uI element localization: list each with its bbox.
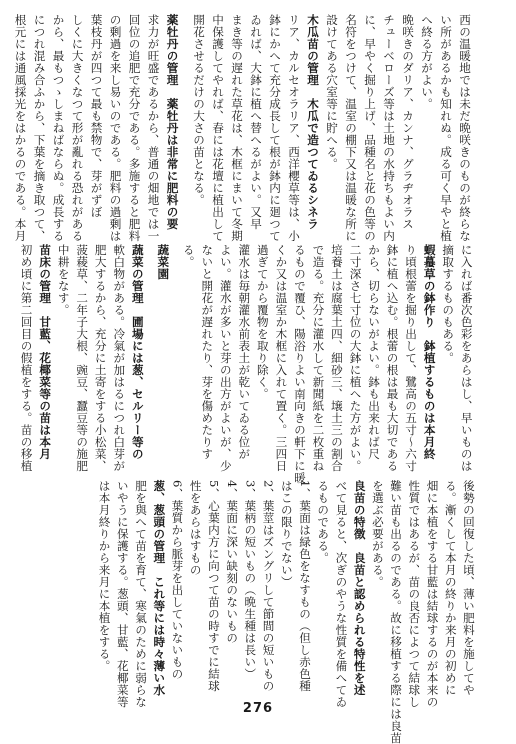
text-column: は本月終りから来月に本植をする。	[97, 480, 112, 672]
page-number: 276	[242, 701, 274, 716]
text-column: いやうに保護する。葱頭、甘藍、花椰菜等	[115, 480, 130, 708]
text-column: しくに大きくなつて形が亂れる恐れがある	[70, 14, 85, 242]
text-column: 鉢に植へ込む。根蕾の根は最も大切である	[385, 244, 400, 472]
text-column: につれ混み合ふから、下葉を摘き取つて、	[32, 14, 47, 242]
text-column: 2、葉莖はズングリして節間の短いもの	[261, 480, 276, 692]
text-column: るものである。	[316, 480, 331, 564]
section-heading-column: 木瓜苗の管理 木瓜で造つてゐるシネラ	[306, 14, 320, 230]
text-column: るもので覆ひ、陽浴りよい南向きの軒下に暖	[292, 244, 307, 484]
text-column: 初め頃に第二回目の假植をする。苗の移植	[19, 244, 34, 472]
text-column: 1、葉面は緑色をなすもの（但し赤色種	[298, 480, 312, 692]
text-column: 軟白物がある。冷氣が加はるにつれ白芽が	[112, 244, 127, 472]
text-column: 摘取するものもある。	[441, 244, 456, 364]
text-column: リア、カルセオラリア、西洋櫻草等は、小	[287, 14, 301, 242]
text-column: 開花させるだけの大さの苗となる。	[192, 14, 206, 206]
text-column: くか又は温室か木框に入れて置く。三四日	[274, 244, 289, 472]
section-heading-column: 良苗の特徴 良苗と認められる特性を述	[352, 480, 367, 696]
text-column: 難い苗も出るのである。故に移植する際には良苗	[389, 480, 404, 744]
text-column: 性をあらはすもの	[188, 480, 203, 576]
text-column: まき等の遅れた草花は、木框にまいて冬期	[230, 14, 244, 242]
text-column: へ終る方がよい。	[420, 14, 434, 110]
text-column: の剰過を来し易いのである。肥料の過剰は	[108, 14, 123, 242]
text-column: 鉢にかへて充分成長して根が鉢内に廻つて	[268, 14, 282, 242]
text-column: はこの限りでない）	[279, 480, 294, 588]
section-heading-column: 蔬菜園	[156, 244, 171, 280]
section-heading-column: 蝦蟇草の鉢作り 鉢植するものは本月終	[422, 244, 437, 460]
text-column: 畑に本植をする甘藍は結球するのが本来の	[425, 480, 440, 708]
text-column: 晩咲きのダリア、カンナ、グラヂオラス	[401, 14, 415, 230]
text-column: 中保護してやれば、春には花壇に植出して	[211, 14, 225, 242]
text-column: に、早やく掘り上げ、品種名と花の色等の	[363, 14, 377, 242]
text-column: 4、葉面に深い缺刻のないもの	[225, 480, 240, 644]
text-column: 性質ではあるが、苗の良否によつて結球し	[407, 480, 422, 708]
text-tier-top	[13, 14, 472, 242]
text-column: 5、心葉内方に向つて苗の時すでに結球	[206, 480, 221, 692]
text-column: ないと開花が遅れたり、芽を傷めたりす	[200, 244, 215, 460]
text-column: で造る。充分に灌水して新聞紙を二枚重ね	[311, 244, 326, 472]
text-column: チューベローズ等は土地の水持ちもよい内	[382, 14, 396, 242]
text-column: り頃根蕾を掘り出して、鷺高の五寸～六寸	[404, 244, 419, 472]
text-column: 中耕をなす。	[56, 244, 71, 316]
text-column: る。	[181, 244, 196, 268]
text-column: 設けてある穴室等に貯へる。	[325, 14, 339, 170]
text-column: 6、葉質から脈芽を出していないもの	[170, 480, 185, 680]
text-column: 肥大するから、充分に土寄をする小松菜、	[93, 244, 108, 472]
text-column: 根元には通風採光をはかるのである。本月	[13, 14, 28, 242]
text-column: 二寸深さ七寸位の大鉢に植へた方がよい。	[348, 244, 363, 472]
section-heading-column: 薬牡丹の管理 薬牡丹は非常に肥料の要	[165, 14, 180, 230]
text-column: 灌水は毎朝灌水前表土が乾いてゐる位が	[237, 244, 252, 460]
text-column: 過ぎてから覆物を取り除く。	[255, 244, 270, 400]
text-column: を選ぶ必要がある。	[370, 480, 385, 588]
text-column: 葉枝丹が四つて最も禁物で、芽がずぼ	[89, 14, 104, 218]
section-heading-column: 苗床の管理 甘藍、花椰菜等の苗は本月	[38, 244, 53, 460]
text-column: よい。灌水が多いと芽の出方がよいが、少	[218, 244, 233, 472]
text-column: 回位の追肥で充分である。多施すると肥料	[127, 14, 142, 242]
text-column: 求力が旺盛であるから、普通の畑地では一	[146, 14, 161, 242]
text-tier-middle	[19, 244, 474, 484]
text-column: べて見ると、次ぎのやうな性質を備へてゐ	[334, 480, 349, 708]
text-column: に入れば番次色彩をあらはし、早いものは	[459, 244, 474, 472]
text-column: から、切らないがよい。鉢も出来れば尺	[367, 244, 382, 460]
text-column: 培養土は腐葉土四、細砂三、壌土三の割合	[329, 244, 344, 472]
text-column: ゐれば、大鉢に植へ替へるがよい。又早	[249, 14, 263, 230]
section-heading-column: 蔬菜の管理 圃場には葱、セルリー等の	[130, 244, 145, 460]
text-column: る。漸くして本月の終りか来月の初めに	[443, 480, 458, 696]
text-column: 菠薐草、二年子大根、豌豆、蠶豆等の施肥	[75, 244, 90, 472]
text-column: から、最もつゝしまねばならぬ。成長する	[51, 14, 66, 242]
section-heading-column: 葱、葱頭の管理 これ等には時々薄い水	[152, 480, 167, 696]
text-column: 名符をつけて、温室の棚下又は温暖な所に	[344, 14, 358, 242]
text-column: 肥を與へて苗を育て、寒氣のために弱らな	[134, 480, 149, 708]
text-column: 後勢の回復した頃、薄い肥料を施してや	[461, 480, 476, 696]
text-column: 3、葉柄の短いもの（晩生種は長い）	[243, 480, 258, 680]
text-column: 西の温暖地では未だ晩咲きのものが終らな	[458, 14, 472, 242]
text-column: い所があるかも知れぬ。成る可く早やと植	[439, 14, 453, 242]
